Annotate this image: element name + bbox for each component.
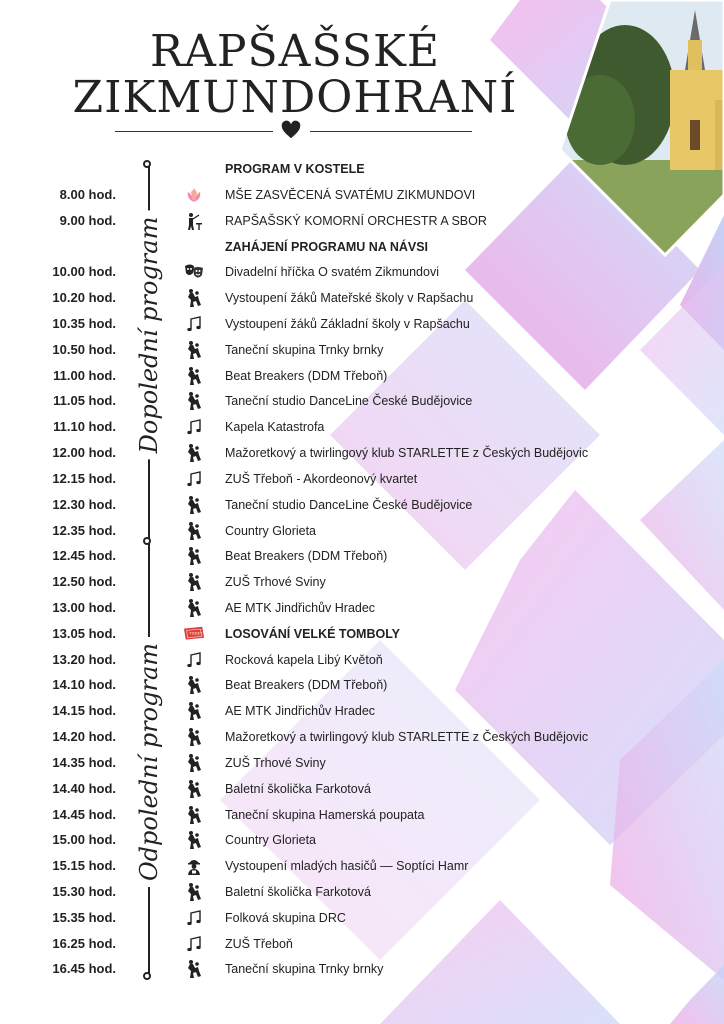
dancers-icon <box>183 701 205 721</box>
schedule-time: 16.25 hod. <box>52 935 116 951</box>
lotus-icon <box>183 185 205 205</box>
dancers-icon <box>183 443 205 463</box>
heart-icon <box>280 119 302 141</box>
schedule-row <box>0 596 724 620</box>
schedule-time: 14.40 hod. <box>52 780 116 796</box>
dancers-icon <box>183 753 205 773</box>
schedule-row <box>0 286 724 310</box>
svg-text:TICKET: TICKET <box>189 631 203 636</box>
schedule-time: 10.20 hod. <box>52 290 116 306</box>
schedule-row <box>0 467 724 491</box>
schedule-time: 11.00 hod. <box>53 367 116 383</box>
music-note-icon <box>183 469 205 489</box>
dancers-icon <box>183 546 205 566</box>
schedule-label: Vystoupení mladých hasičů — Soptíci Hamr <box>225 859 469 874</box>
ticket-icon <box>183 624 205 644</box>
schedule-time: 12.00 hod. <box>52 445 116 460</box>
schedule-time: 15.35 hod. <box>52 909 116 925</box>
schedule-row <box>0 854 724 878</box>
schedule-label: Taneční skupina Hamerská poupata <box>225 807 425 822</box>
schedule-row <box>0 725 724 749</box>
music-note-icon <box>183 908 205 928</box>
schedule-time: 12.45 hod. <box>52 548 116 564</box>
schedule-row <box>0 441 724 465</box>
schedule-time: 15.00 hod. <box>52 832 116 848</box>
schedule-label: Taneční studio DanceLine České Budějovice <box>225 497 473 512</box>
schedule-label: ZUŠ Třeboň - Akordeonový kvartet <box>225 471 418 486</box>
schedule-label: AE MTK Jindřichův Hradec <box>225 600 376 615</box>
dancers-icon <box>183 495 205 515</box>
schedule-row <box>0 803 724 827</box>
morning-section-label: Dopolední program <box>135 211 163 460</box>
dancers-icon <box>183 366 205 386</box>
page-title-line2: ZIKMUNDOHRANÍ <box>72 72 518 123</box>
schedule-row <box>0 235 724 259</box>
dancers-icon <box>183 288 205 308</box>
schedule-time: 12.50 hod. <box>52 574 116 590</box>
schedule-time: 13.05 hod. <box>52 625 116 641</box>
schedule-row <box>0 751 724 775</box>
schedule-label: Vystoupení žáků Mateřské školy v Rapšachu <box>225 291 474 306</box>
schedule-row <box>0 932 724 956</box>
schedule-label: ZUŠ Třeboň <box>225 936 293 951</box>
schedule-label: Taneční studio DanceLine České Budějovice <box>225 394 473 409</box>
schedule-label: Beat Breakers (DDM Třeboň) <box>225 549 388 564</box>
schedule-label: Divadelní hříčka O svatém Zikmundovi <box>225 265 439 280</box>
schedule-time: 14.45 hod. <box>52 806 116 822</box>
schedule-row <box>0 544 724 568</box>
schedule-row <box>0 260 724 284</box>
schedule-time: 11.10 hod. <box>53 419 116 435</box>
schedule-time: 13.20 hod. <box>52 651 116 667</box>
schedule-time: 12.15 hod. <box>52 470 116 486</box>
schedule-label: Baletní školička Farkotová <box>225 781 371 796</box>
schedule-label: Kapela Katastrofa <box>225 420 325 435</box>
dancers-icon <box>183 521 205 541</box>
schedule-row <box>0 519 724 543</box>
schedule-label: Beat Breakers (DDM Třeboň) <box>225 368 388 383</box>
schedule-row <box>0 312 724 336</box>
schedule-row <box>0 389 724 413</box>
dancers-icon <box>183 598 205 618</box>
dancers-icon <box>183 340 205 360</box>
schedule-time: 14.35 hod. <box>52 754 116 770</box>
dancers-icon <box>183 882 205 902</box>
schedule-label: Beat Breakers (DDM Třeboň) <box>225 678 388 693</box>
schedule-label: Rocková kapela Libý Květoň <box>225 652 383 667</box>
schedule-label: Mažoretkový a twirlingový klub STARLETTE z Českých Budějovic <box>225 446 589 460</box>
title-divider-right <box>310 131 472 132</box>
dancers-icon <box>183 805 205 825</box>
dancers-icon <box>183 727 205 747</box>
schedule-row <box>0 828 724 852</box>
schedule-label: LOSOVÁNÍ VELKÉ TOMBOLY <box>225 626 401 641</box>
firefighter-icon <box>183 856 205 876</box>
schedule-time: 10.50 hod. <box>52 341 116 357</box>
schedule-row <box>0 906 724 930</box>
music-note-icon <box>183 934 205 954</box>
schedule-label: Taneční skupina Trnky brnky <box>225 962 384 977</box>
schedule-row <box>0 648 724 672</box>
music-note-icon <box>183 650 205 670</box>
schedule-time: 14.20 hod. <box>52 729 116 744</box>
schedule-time: 16.45 hod. <box>52 961 116 977</box>
schedule-row <box>0 777 724 801</box>
schedule-label: AE MTK Jindřichův Hradec <box>225 704 376 719</box>
dancers-icon <box>183 959 205 979</box>
schedule-row <box>0 673 724 697</box>
schedule-time: 14.10 hod. <box>52 677 116 693</box>
schedule-label: Baletní školička Farkotová <box>225 885 371 899</box>
schedule-time: 15.15 hod. <box>52 858 116 874</box>
music-note-icon <box>183 314 205 334</box>
schedule-row <box>0 157 724 181</box>
dancers-icon <box>183 572 205 592</box>
schedule-label: Country Glorieta <box>225 833 317 848</box>
schedule-time: 10.35 hod. <box>52 315 116 331</box>
conductor-icon <box>183 211 205 231</box>
schedule-time: 10.00 hod. <box>52 264 116 280</box>
schedule-row <box>0 209 724 233</box>
schedule-label: Folková skupina DRC <box>225 910 346 925</box>
dancers-icon <box>183 675 205 695</box>
schedule-time: 15.30 hod. <box>52 884 116 899</box>
schedule-row <box>0 493 724 517</box>
schedule-row <box>0 957 724 981</box>
title-divider-left <box>115 131 273 132</box>
schedule-time: 13.00 hod. <box>52 599 116 615</box>
dancers-icon <box>183 830 205 850</box>
schedule-row <box>0 415 724 439</box>
page-title-line1: RAPŠAŠSKÉ <box>150 26 440 77</box>
schedule-time: 9.00 hod. <box>59 212 116 228</box>
schedule-time: 12.35 hod. <box>52 522 116 538</box>
schedule-row <box>0 183 724 207</box>
schedule-label: MŠE ZASVĚCENÁ SVATÉMU ZIKMUNDOVI <box>225 187 476 202</box>
afternoon-section-label: Odpolední program <box>135 637 163 887</box>
music-note-icon <box>183 417 205 437</box>
schedule-row <box>0 570 724 594</box>
schedule-label: ZUŠ Trhové Sviny <box>225 755 326 770</box>
schedule-time: 11.05 hod. <box>53 393 116 409</box>
schedule-time: 8.00 hod. <box>59 186 116 202</box>
schedule-label: Taneční skupina Trnky brnky <box>225 342 384 357</box>
schedule-label: Country Glorieta <box>225 523 317 538</box>
schedule-label: Vystoupení žáků Základní školy v Rapšachu <box>225 316 470 331</box>
schedule-row <box>0 338 724 362</box>
schedule-row <box>0 364 724 388</box>
schedule-time: 14.15 hod. <box>52 703 116 719</box>
schedule-label: ZAHÁJENÍ PROGRAMU NA NÁVSI <box>225 239 429 254</box>
schedule-label: RAPŠAŠSKÝ KOMORNÍ ORCHESTR A SBOR <box>225 213 487 228</box>
schedule-row <box>0 622 724 646</box>
schedule-row <box>0 699 724 723</box>
schedule-label: PROGRAM V KOSTELE <box>225 162 365 176</box>
schedule-row <box>0 880 724 904</box>
schedule-label: ZUŠ Trhové Sviny <box>225 575 326 590</box>
theater-masks-icon <box>183 262 205 282</box>
dancers-icon <box>183 391 205 411</box>
dancers-icon <box>183 779 205 799</box>
schedule-label: Mažoretkový a twirlingový klub STARLETTE z Českých Budějovic <box>225 730 589 744</box>
schedule-time: 12.30 hod. <box>52 496 116 512</box>
